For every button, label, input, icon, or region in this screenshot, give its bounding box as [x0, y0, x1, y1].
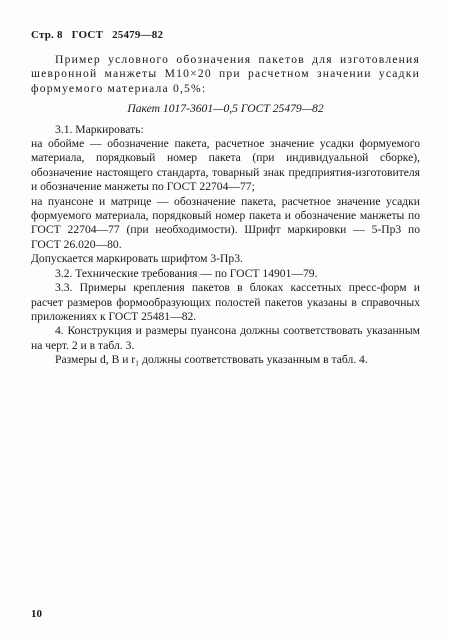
example-paragraph: Пример условного обозначения пакетов для изготовления шевронной манжеты М10×20 при расчетном значении усадки формуемого материала 0,5%: [31, 53, 420, 95]
example-designation: Пакет 1017-3601—0,5 ГОСТ 25479—82 [127, 102, 324, 116]
marking-allowed-font: Допускается маркировать шрифтом 3-Пр3. [31, 252, 243, 266]
section-4: 4. Конструкция и размеры пуансона должны соответствовать указанным на черт. 2 и в табл. 3. [31, 324, 420, 352]
section-3-2: 3.2. Технические требования — по ГОСТ 14901—79. [55, 266, 318, 280]
header-standard-number: 25479—82 [112, 29, 164, 41]
header-standard: ГОСТ [71, 29, 104, 41]
marking-on-holder: на обойме — обозначение пакета, расчетное значение усадки формуемого материала, порядковый номер пакета (при индивидуальной сборке), обозначение настоящего стандарта, товарный знак предприятия-изготовителя и обозначение манжеты по ГОСТ 22704—77; [31, 137, 420, 194]
document-body [31, 53, 420, 368]
section-3-3: 3.3. Примеры крепления пакетов в блоках кассетных пресс-форм и расчет размеров формообразующих полостей пакетов указаны в справочных приложениях к ГОСТ 25481—82. [31, 281, 420, 323]
page-header [31, 29, 169, 41]
header-page-label: Стр. 8 [31, 29, 63, 41]
page-number: 10 [31, 608, 42, 620]
dimensions-paragraph: Размеры d, B и r₁ должны соответствовать указанным в табл. 4. [55, 353, 368, 367]
marking-on-punch-and-die: на пуансоне и матрице — обозначение пакета, расчетное значение усадки формуемого материала, порядковый номер пакета и обозначение манжеты по ГОСТ 22704—77 (при необходимости). Шрифт маркировки — 5-Пр3 по ГОСТ 26.020—80. [31, 194, 420, 251]
section-3-1-heading: 3.1. Маркировать: [55, 122, 144, 136]
